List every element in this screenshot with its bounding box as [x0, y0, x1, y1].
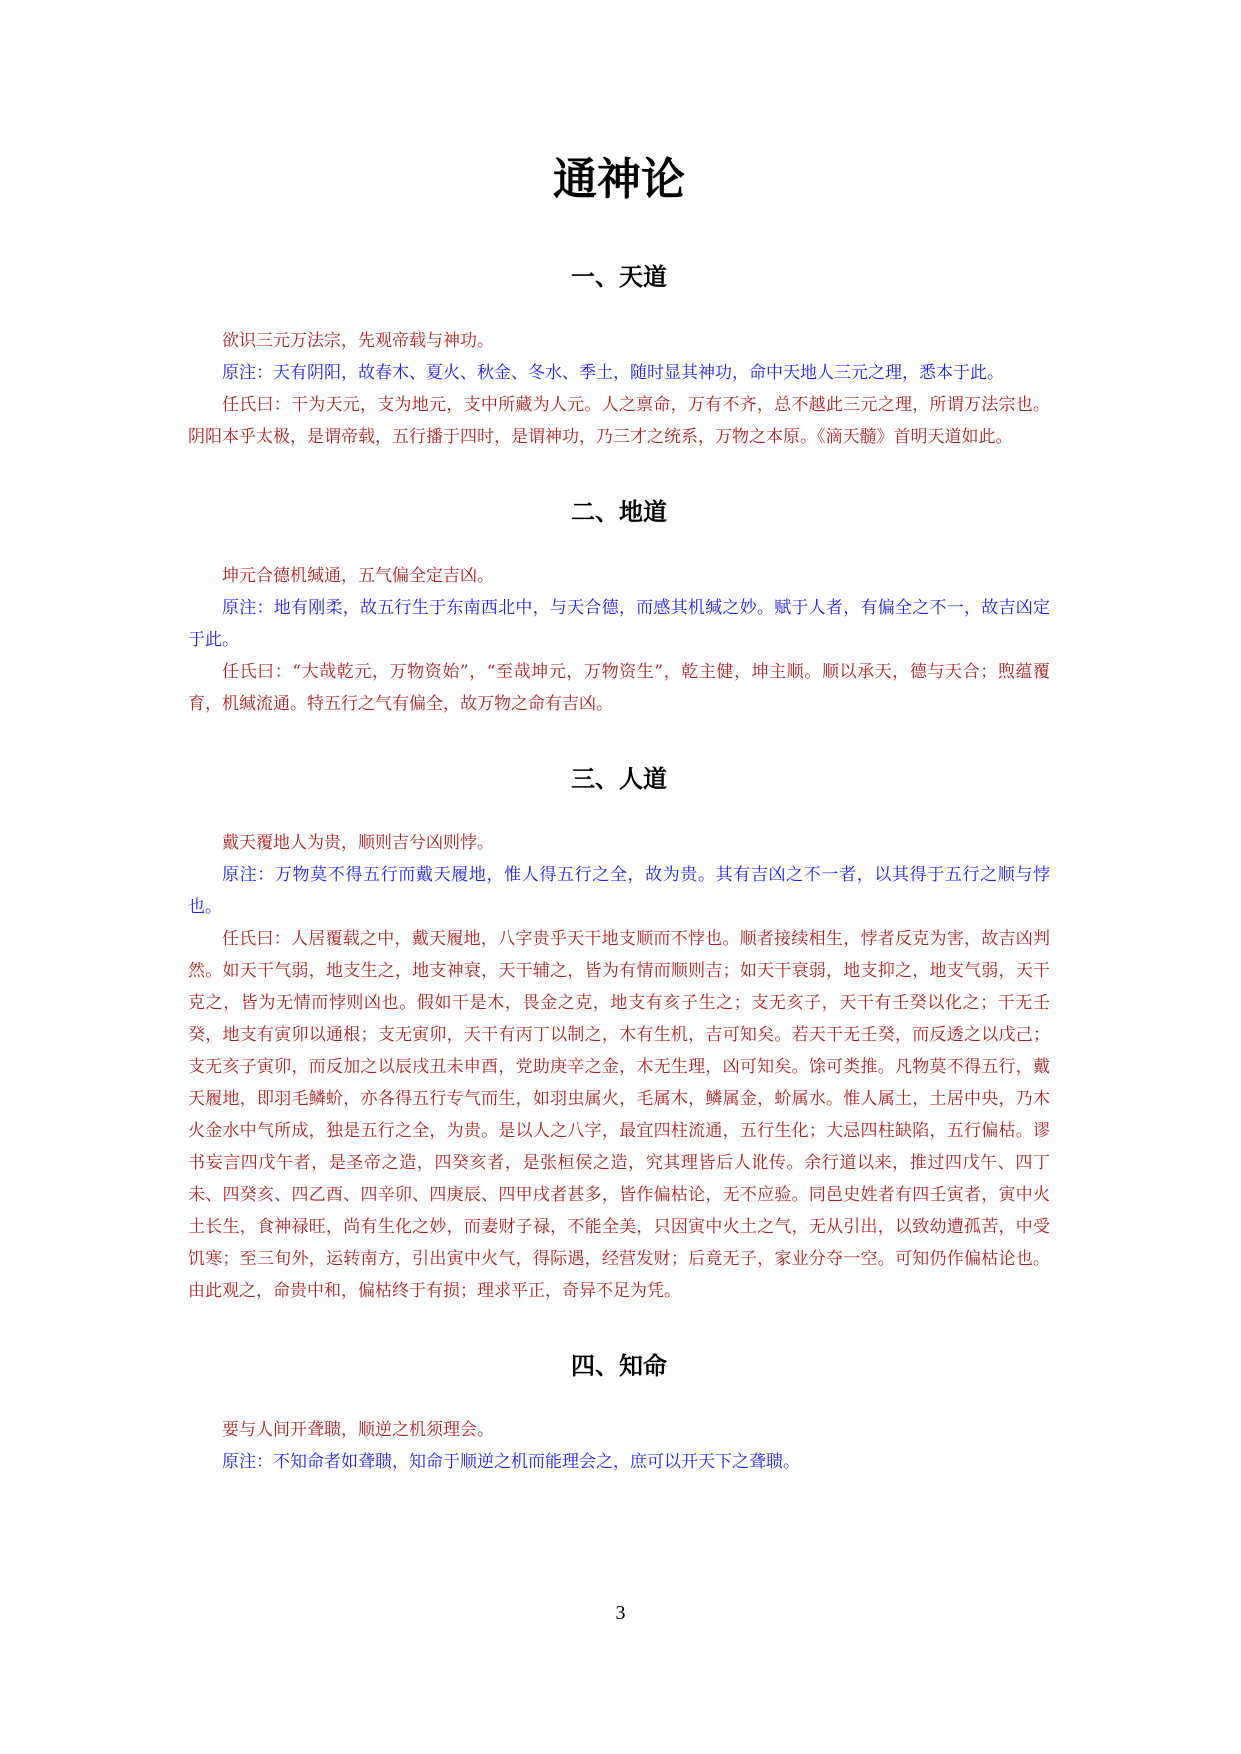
- document-title: 通神论: [553, 154, 685, 205]
- document-page: [188, 150, 1050, 1520]
- original-note: 原注：天有阴阳，故春木、夏火、秋金、冬水、季土，随时显其神功，命中天地人三元之理，悉本于此。: [222, 363, 1004, 383]
- section-heading: 四、知命: [571, 1352, 667, 1380]
- section-zhiming: [188, 1349, 1050, 1478]
- section-tiandao: [188, 260, 1050, 453]
- page-number: 3: [615, 1602, 626, 1624]
- original-note: 原注：地有刚柔，故五行生于东南西北中，与天合德，而感其机缄之妙。赋于人者，有偏全之不一，故吉凶定于此。: [188, 598, 1050, 650]
- section-didao: [188, 495, 1050, 720]
- section-heading: 一、天道: [571, 263, 667, 291]
- verse-text: 坤元合德机缄通，五气偏全定吉凶。: [222, 566, 494, 586]
- verse-text: 要与人间开聋聩，顺逆之机须理会。: [222, 1420, 494, 1440]
- section-heading: 二、地道: [571, 498, 667, 526]
- original-note: 原注：万物莫不得五行而戴天履地，惟人得五行之全，故为贵。其有吉凶之不一者，以其得于五行之顺与悖也。: [188, 865, 1050, 917]
- ren-commentary: 任氏曰：人居覆载之中，戴天履地，八字贵乎天干地支顺而不悖也。顺者接续相生，悖者反克为害，故吉凶判然。如天干气弱，地支生之，地支神衰，天干辅之，皆为有情而顺则吉；如天干衰弱，地支抑之，地支气弱，天干克之，皆为无情而悖则凶也。假如干是木，畏金之克，地支有亥子生之；支无亥子，天干有壬癸以化之；干无壬癸，地支有寅卯以通根；支无寅卯，天干有丙丁以制之，木有生机，吉可知矣。若天干无壬癸，而反透之以戊己；支无亥子寅卯，而反加之以辰戌丑未申酉，党助庚辛之金，木无生理，凶可知矣。馀可类推。凡物莫不得五行，戴天履地，即羽毛鳞蚧，亦各得五行专气而生，如羽虫属火，毛属木，鳞属金，蚧属水。惟人属土，土居中央，乃木火金水中气所成，独是五行之全，为贵。是以人之八字，最宜四柱流通，五行生化；大忌四柱缺陷，五行偏枯。谬书妄言四戊午者，是圣帝之造，四癸亥者，是张桓侯之造，究其理皆后人讹传。余行道以来，推过四戊午、四丁未、四癸亥、四乙酉、四辛卯、四庚辰、四甲戌者甚多，皆作偏枯论，无不应验。同邑史姓者有四壬寅者，寅中火土长生，食神禄旺，尚有生化之妙，而妻财子禄，不能全美，只因寅中火土之气，无从引出，以致幼遭孤苦，中受饥寒；至三旬外，运转南方，引出寅中火气，得际遇，经营发财；后竟无子，家业分夺一空。可知仍作偏枯论也。由此观之，命贵中和，偏枯终于有损；理求平正，奇异不足为凭。: [188, 929, 1050, 1301]
- original-note: 原注：不知命者如聋聩，知命于顺逆之机而能理会之，庶可以开天下之聋聩。: [222, 1452, 800, 1472]
- ren-commentary: 任氏曰：“大哉乾元，万物资始”，“至哉坤元，万物资生”，乾主健，坤主顺。顺以承天，德与天合；煦蕴覆育，机缄流通。特五行之气有偏全，故万物之命有吉凶。: [188, 662, 1050, 714]
- verse-text: 欲识三元万法宗，先观帝载与神功。: [222, 331, 494, 351]
- ren-commentary: 任氏曰：干为天元，支为地元，支中所藏为人元。人之禀命，万有不齐，总不越此三元之理，所谓万法宗也。阴阳本乎太极，是谓帝载，五行播于四时，是谓神功，乃三才之统系，万物之本原。《滴天髓》首明天道如此。: [188, 395, 1050, 447]
- section-rendao: [188, 762, 1050, 1307]
- section-heading: 三、人道: [571, 765, 667, 793]
- verse-text: 戴天覆地人为贵，顺则吉兮凶则悖。: [222, 833, 494, 853]
